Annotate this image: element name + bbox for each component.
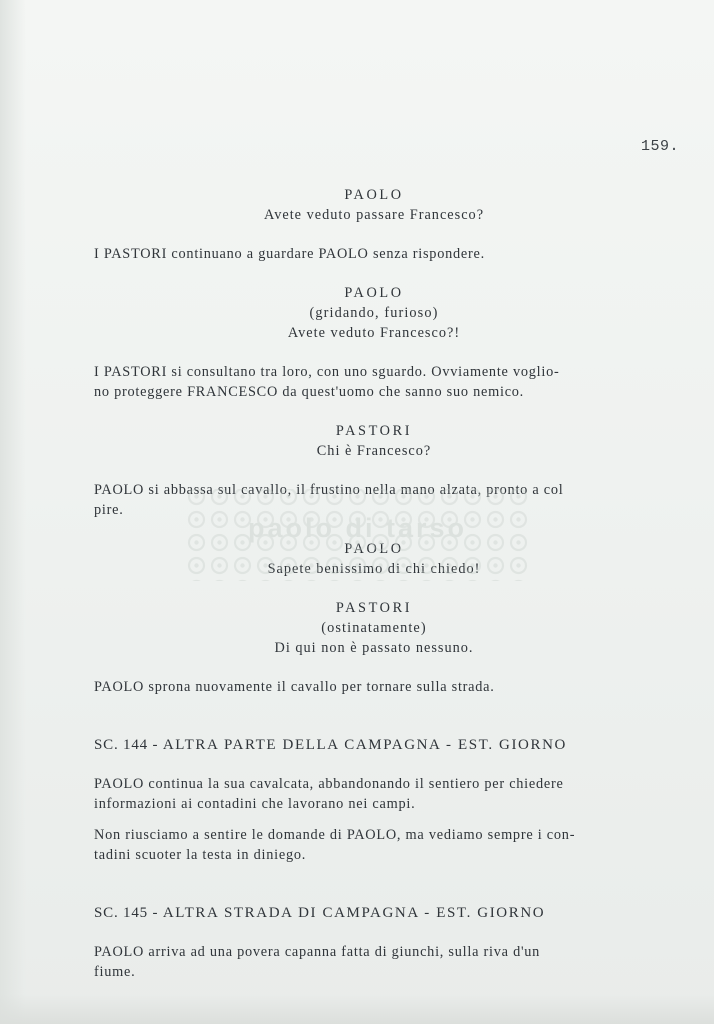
- page-number: 159.: [640, 138, 679, 155]
- dialogue-line: Di qui non è passato nessuno.: [274, 640, 474, 656]
- scene-heading-text: ALTRA STRADA DI CAMPAGNA - EST. GIORNO: [162, 905, 546, 921]
- action-line: PAOLO sprona nuovamente il cavallo per tornare sulla strada.: [94, 679, 495, 695]
- action-line-continued: tadini scuoter la testa in diniego.: [94, 847, 307, 863]
- dialogue-line: Chi è Francesco?: [316, 443, 432, 459]
- action-line: PAOLO continua la sua cavalcata, abbandonando il sentiero per chiedere: [94, 776, 564, 792]
- spacer: [94, 814, 654, 825]
- dialogue-line: Sapete benissimo di chi chiedo!: [267, 561, 481, 577]
- screenplay-body: [94, 185, 654, 982]
- spacer: [94, 461, 654, 480]
- spacer: [94, 402, 654, 421]
- scene-number: SC. 144 -: [94, 737, 159, 753]
- watermark-text: paolo di tarso: [247, 513, 468, 543]
- spacer: [94, 343, 654, 362]
- parenthetical: (gridando, furioso): [309, 305, 439, 321]
- character-cue: PASTORI: [335, 423, 413, 439]
- scene-heading: [94, 903, 654, 923]
- character-cue: PAOLO: [344, 285, 404, 301]
- spacer: [94, 697, 654, 735]
- spacer: [94, 923, 654, 942]
- character-cue: PAOLO: [344, 541, 404, 557]
- spacer: [94, 755, 654, 774]
- action-line-continued: informazioni ai contadini che lavorano nei campi.: [94, 796, 416, 812]
- action-line-continued: fiume.: [94, 964, 136, 980]
- action-line: I PASTORI continuano a guardare PAOLO senza rispondere.: [94, 246, 485, 262]
- spacer: [94, 865, 654, 903]
- spacer: [94, 520, 654, 539]
- action-line: Non riusciamo a sentire le domande di PAOLO, ma vediamo sempre i con-: [94, 827, 576, 843]
- spacer: [94, 225, 654, 244]
- scene-heading-text: ALTRA PARTE DELLA CAMPAGNA - EST. GIORNO: [162, 737, 567, 753]
- page-edge-shadow-left: [0, 0, 26, 1024]
- action-text: PAOLO si abbassa sul cavallo, il frustino nella mano alzata, pronto a col: [94, 482, 564, 498]
- dialogue-line: Avete veduto passare Francesco?: [263, 207, 485, 223]
- scene-number: SC. 145 -: [94, 905, 159, 921]
- spacer: [94, 264, 654, 283]
- action-line: PAOLO arriva ad una povera capanna fatta di giunchi, sulla riva d'un: [94, 944, 541, 960]
- spacer: [94, 579, 654, 598]
- action-line-continued: pire.: [94, 502, 124, 518]
- page-edge-shadow-bottom: [0, 994, 714, 1024]
- spacer: [94, 658, 654, 677]
- parenthetical: (ostinatamente): [321, 620, 427, 636]
- character-cue: PAOLO: [344, 187, 404, 203]
- action-line: [94, 480, 654, 500]
- action-line-continued: no proteggere FRANCESCO da quest'uomo che sanno suo nemico.: [94, 384, 525, 400]
- scene-heading: [94, 735, 654, 755]
- character-cue: PASTORI: [335, 600, 413, 616]
- action-line: I PASTORI si consultano tra loro, con uno sguardo. Ovviamente voglio-: [94, 364, 560, 380]
- dialogue-line: Avete veduto Francesco?!: [287, 325, 461, 341]
